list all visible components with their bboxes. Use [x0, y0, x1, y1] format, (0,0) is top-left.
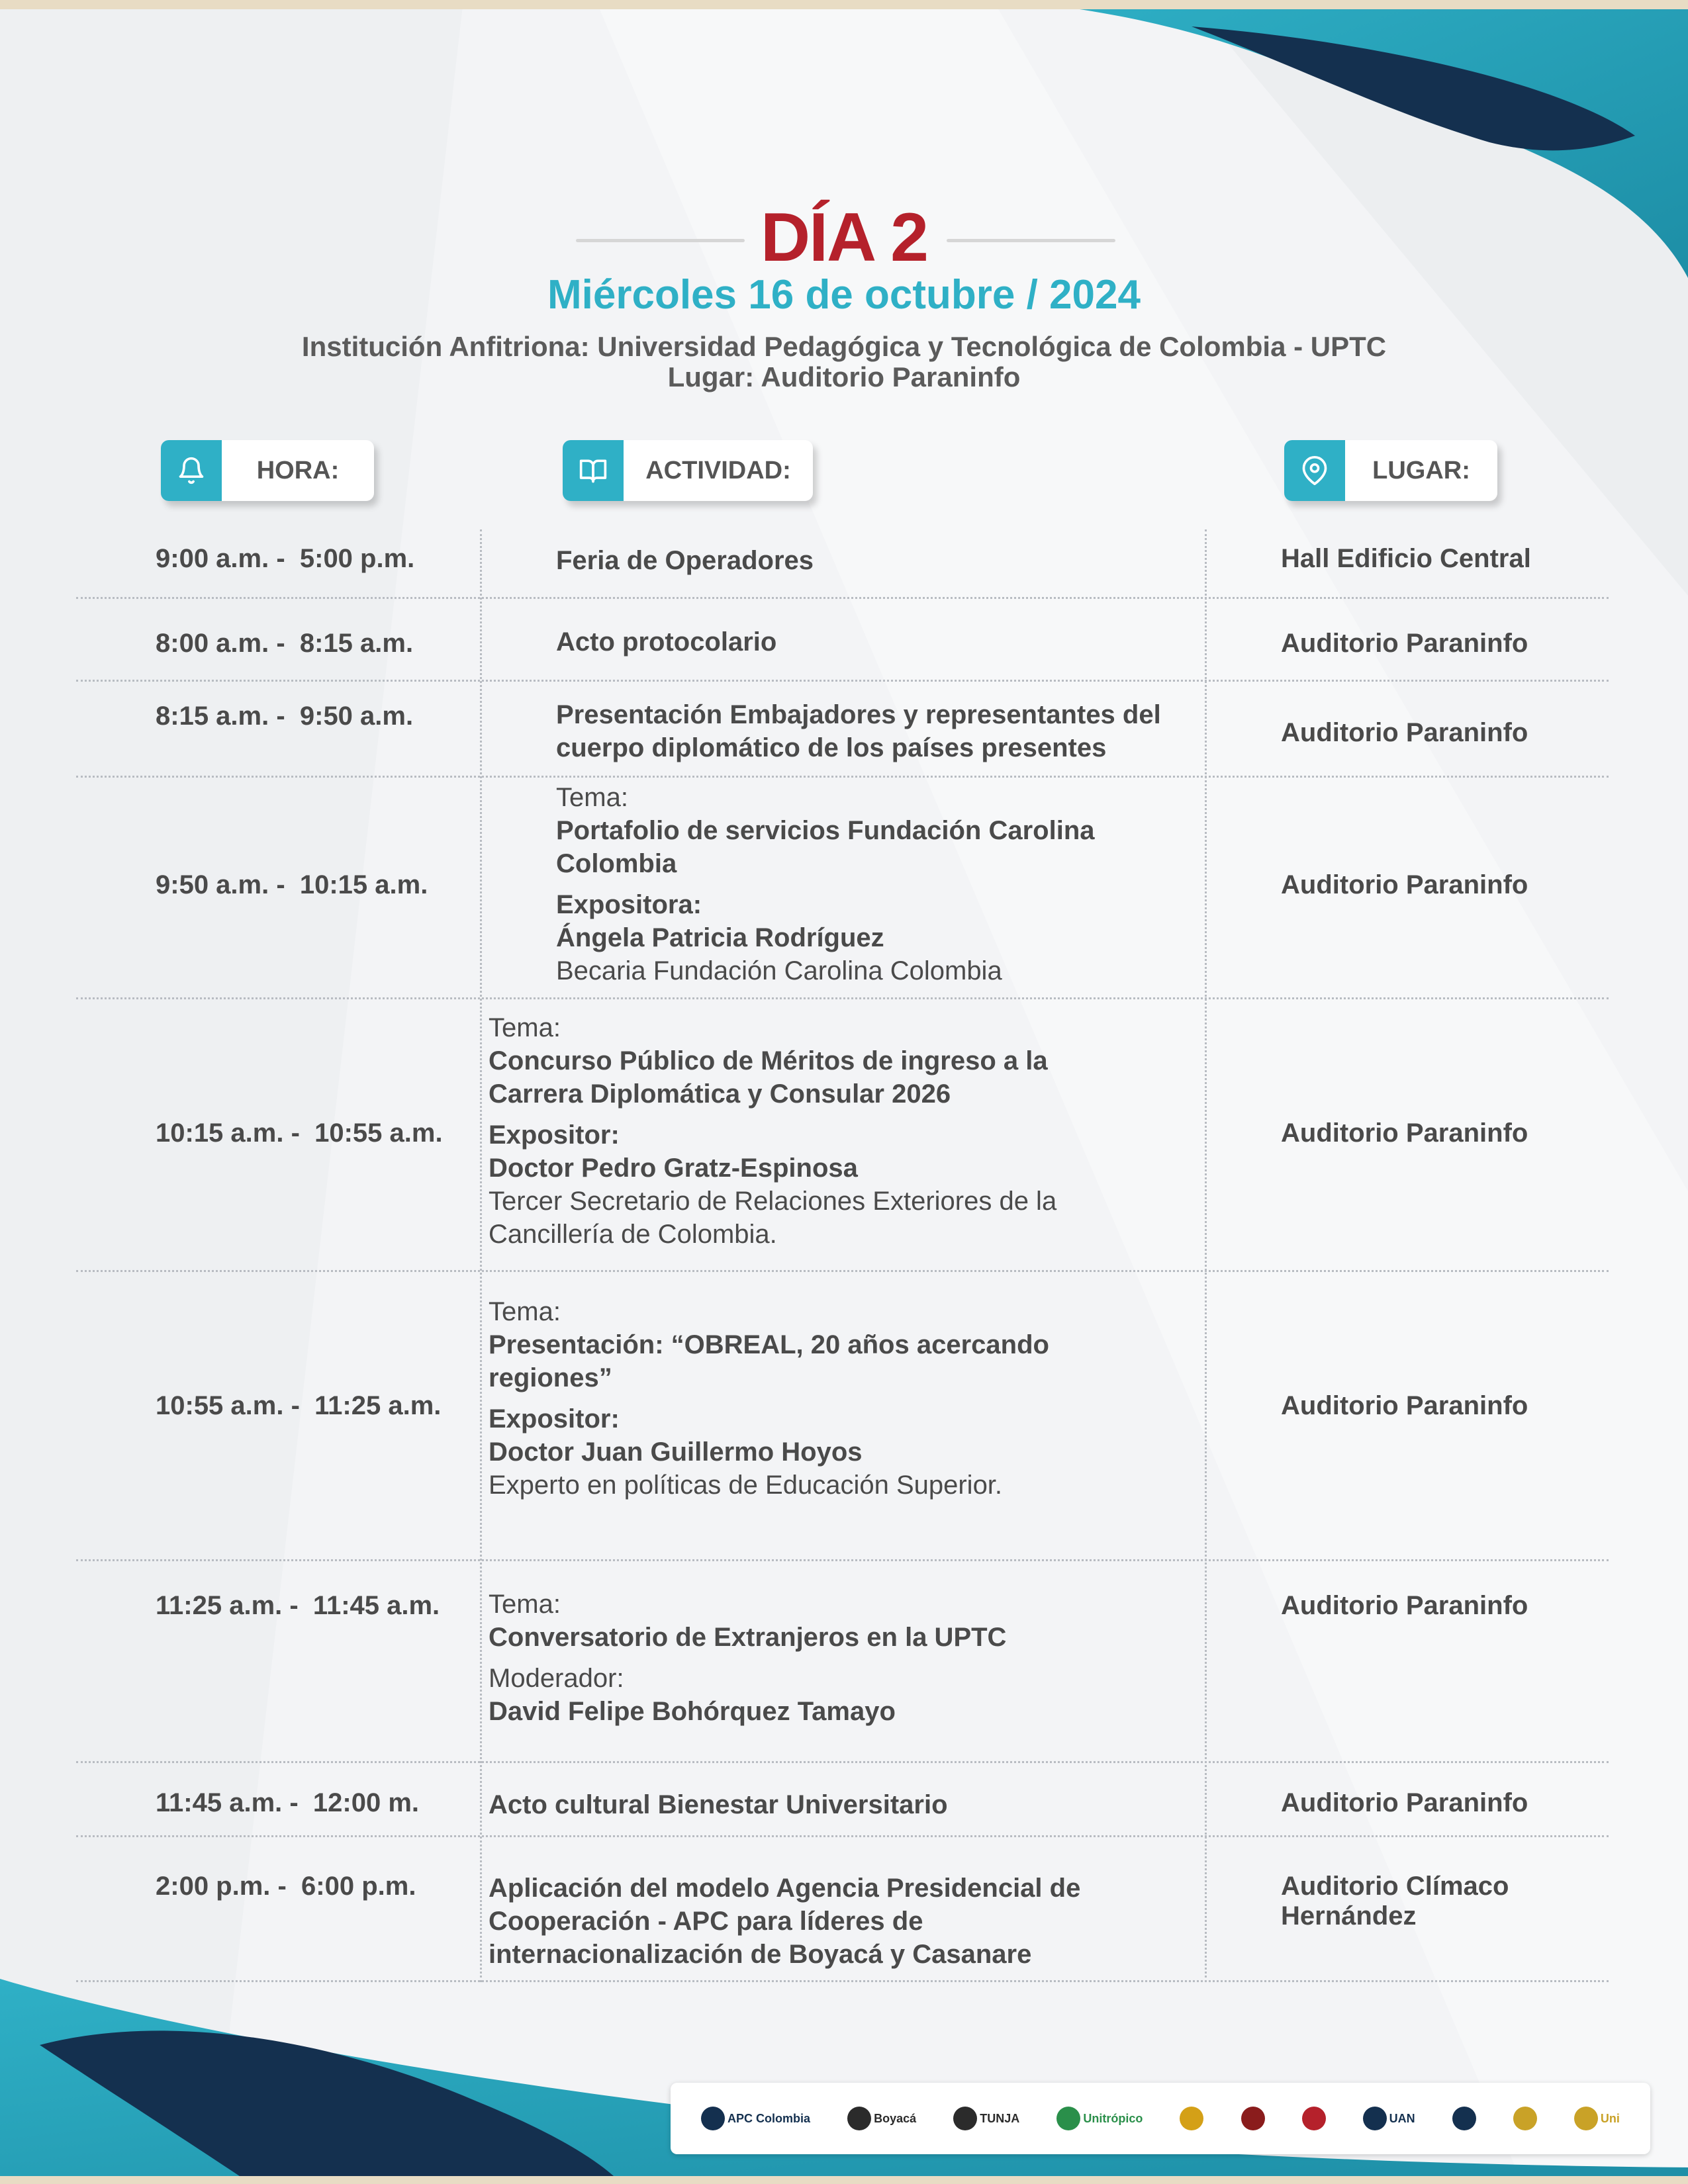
activity-line: Concurso Público de Méritos de ingreso a la	[489, 1046, 1048, 1075]
activity-line: Tercer Secretario de Relaciones Exteriores de la	[489, 1187, 1057, 1216]
activity-line: Expositor:	[489, 1404, 620, 1433]
book-icon	[563, 440, 624, 501]
activity-line: Conversatorio de Extranjeros en la UPTC	[489, 1623, 1007, 1652]
activity-line: Expositora:	[556, 890, 702, 919]
logo-text: APC Colombia	[727, 2111, 811, 2125]
row-place: Auditorio Paraninfo	[1281, 1788, 1528, 1817]
jdc-logo	[1180, 2107, 1203, 2130]
column-header-actividad	[563, 440, 813, 501]
bottom-accent-strip	[0, 2176, 1688, 2184]
activity-line: Portafolio de servicios Fundación Carolina	[556, 816, 1095, 845]
row-place: Hall Edificio Central	[1281, 544, 1531, 573]
activity-line: Colombia	[556, 849, 677, 878]
column-label-lugar: LUGAR:	[1372, 456, 1470, 484]
activity-line: Feria de Operadores	[556, 546, 814, 575]
row-place: Auditorio Paraninfo	[1281, 1118, 1528, 1148]
row-time: 2:00 p.m. - 6:00 p.m.	[156, 1872, 416, 1901]
schedule-row	[76, 1561, 1609, 1763]
schedule-row	[76, 529, 1609, 599]
logo-text: Boyacá	[874, 2111, 917, 2125]
activity-line: Acto protocolario	[556, 627, 777, 657]
logo-mark-icon	[1513, 2107, 1537, 2130]
row-activity	[489, 1011, 1150, 1251]
schedule-row	[76, 682, 1609, 778]
location-pin-icon	[1284, 440, 1345, 501]
activity-line: Becaria Fundación Carolina Colombia	[556, 956, 1002, 985]
row-time: 9:50 a.m. - 10:15 a.m.	[156, 870, 428, 899]
row-time: 8:15 a.m. - 9:50 a.m.	[156, 702, 414, 731]
row-activity	[556, 544, 1218, 577]
santo-tomas-logo	[1452, 2107, 1476, 2130]
activity-line: Carrera Diplomática y Consular 2026	[489, 1079, 951, 1109]
unitropico-logo	[1056, 2107, 1143, 2130]
logo-text: Uni	[1600, 2111, 1620, 2125]
row-place: Auditorio Paraninfo	[1281, 1391, 1528, 1420]
logo-text: UAN	[1389, 2111, 1415, 2125]
boyaca-logo	[847, 2107, 916, 2130]
host-institution: Institución Anfitriona: Universidad Pedagógica y Tecnológica de Colombia - UPTC	[301, 331, 1387, 362]
logo-text: Unitrópico	[1083, 2111, 1143, 2125]
row-activity	[489, 1588, 1150, 1728]
row-place: Auditorio Paraninfo	[1281, 1591, 1528, 1620]
venue: Lugar: Auditorio Paraninfo	[667, 361, 1021, 392]
logo-mark-icon	[1056, 2107, 1080, 2130]
row-activity	[556, 698, 1218, 764]
university-logo-4	[1574, 2107, 1620, 2130]
activity-line: regiones”	[489, 1363, 612, 1392]
activity-line: Aplicación del modelo Agencia Presidencial de	[489, 1874, 1081, 1903]
activity-line: Doctor Pedro Gratz-Espinosa	[489, 1154, 858, 1183]
tunja-logo	[953, 2107, 1019, 2130]
logo-mark-icon	[1363, 2107, 1387, 2130]
university-logo-2	[1302, 2107, 1326, 2130]
column-label-hora: HORA:	[256, 456, 340, 484]
schedule-table	[76, 529, 1609, 1982]
schedule-row	[76, 599, 1609, 682]
activity-spacer	[489, 1111, 1150, 1118]
logo-text: TUNJA	[980, 2111, 1020, 2125]
column-label-actividad: ACTIVIDAD:	[645, 456, 791, 484]
top-accent-strip	[0, 0, 1688, 9]
bell-icon	[161, 440, 222, 501]
row-time: 10:15 a.m. - 10:55 a.m.	[156, 1118, 443, 1148]
logo-mark-icon	[1452, 2107, 1476, 2130]
logo-mark-icon	[1302, 2107, 1326, 2130]
row-place: Auditorio Paraninfo	[1281, 718, 1528, 747]
activity-line: Tema:	[556, 783, 628, 812]
row-place: Auditorio Paraninfo	[1281, 870, 1528, 899]
schedule-row	[76, 999, 1609, 1272]
day-title: DÍA 2	[761, 199, 927, 276]
sponsor-logos-bar	[671, 2083, 1650, 2154]
row-time: 10:55 a.m. - 11:25 a.m.	[156, 1391, 442, 1420]
logo-mark-icon	[847, 2107, 871, 2130]
activity-line: Tema:	[489, 1590, 561, 1619]
uan-logo	[1363, 2107, 1415, 2130]
activity-line: Ángela Patricia Rodríguez	[556, 923, 884, 952]
row-activity	[556, 781, 1218, 987]
activity-line: Presentación: “OBREAL, 20 años acercando	[489, 1330, 1049, 1359]
activity-line: Doctor Juan Guillermo Hoyos	[489, 1437, 863, 1467]
activity-spacer	[556, 880, 1218, 888]
row-activity	[489, 1872, 1150, 1971]
logo-mark-icon	[1574, 2107, 1598, 2130]
schedule-row	[76, 1837, 1609, 1982]
activity-line: Tema:	[489, 1297, 561, 1326]
logo-mark-icon	[1241, 2107, 1265, 2130]
activity-line: David Felipe Bohórquez Tamayo	[489, 1697, 896, 1726]
row-place: Auditorio Clímaco Hernández	[1281, 1872, 1509, 1931]
activity-line: Acto cultural Bienestar Universitario	[489, 1790, 948, 1819]
activity-line: Cooperación - APC para líderes de	[489, 1907, 923, 1936]
column-header-hora	[161, 440, 374, 501]
column-header-lugar	[1284, 440, 1497, 501]
activity-line: cuerpo diplomático de los países presentes	[556, 733, 1107, 762]
schedule-row	[76, 1763, 1609, 1837]
date-subtitle: Miércoles 16 de octubre / 2024	[547, 272, 1141, 318]
schedule-row	[76, 778, 1609, 999]
schedule-row	[76, 1272, 1609, 1561]
row-activity	[556, 625, 1218, 659]
activity-line: Expositor:	[489, 1120, 620, 1150]
row-time: 8:00 a.m. - 8:15 a.m.	[156, 629, 414, 658]
row-activity	[489, 1295, 1150, 1502]
row-time: 11:25 a.m. - 11:45 a.m.	[156, 1591, 440, 1620]
activity-line: Presentación Embajadores y representantes del	[556, 700, 1161, 729]
logo-mark-icon	[701, 2107, 725, 2130]
row-time: 11:45 a.m. - 12:00 m.	[156, 1788, 420, 1817]
logo-mark-icon	[953, 2107, 977, 2130]
activity-line: Tema:	[489, 1013, 561, 1042]
activity-line: Cancillería de Colombia.	[489, 1220, 777, 1249]
activity-line: internacionalización de Boyacá y Casanare	[489, 1940, 1032, 1969]
activity-spacer	[489, 1394, 1150, 1402]
logo-mark-icon	[1180, 2107, 1203, 2130]
row-place: Auditorio Paraninfo	[1281, 629, 1528, 658]
row-time: 9:00 a.m. - 5:00 p.m.	[156, 544, 415, 573]
activity-spacer	[489, 1654, 1150, 1662]
university-logo-1	[1241, 2107, 1265, 2130]
university-logo-3	[1513, 2107, 1537, 2130]
activity-line: Moderador:	[489, 1664, 624, 1693]
apc-colombia-logo	[701, 2107, 810, 2130]
activity-line: Experto en políticas de Educación Superior.	[489, 1471, 1003, 1500]
row-activity	[489, 1788, 1150, 1821]
